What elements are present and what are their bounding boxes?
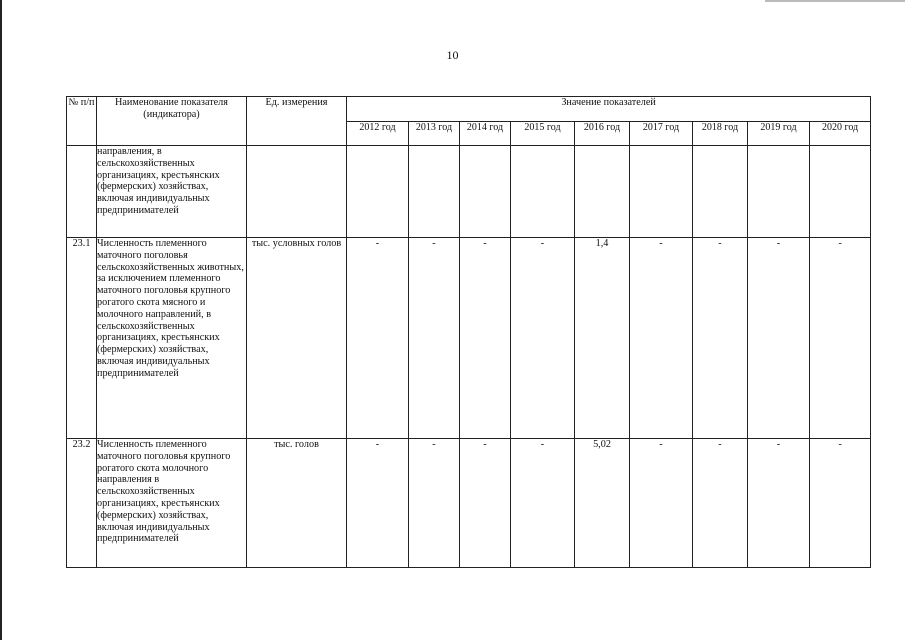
value-cell: - [511, 439, 575, 568]
header-year-2015: 2015 год [511, 122, 575, 146]
value-cell: 5,02 [575, 439, 630, 568]
header-year-2019: 2019 год [748, 122, 810, 146]
value-cell: - [460, 238, 511, 439]
header-year-2017: 2017 год [630, 122, 693, 146]
value-cell: - [693, 439, 748, 568]
row-num: 23.1 [67, 238, 97, 439]
value-cell: - [460, 439, 511, 568]
header-values: Значение показателей [347, 97, 871, 122]
table-row [67, 238, 871, 439]
value-cell [511, 146, 575, 238]
header-unit: Ед. измерения [247, 97, 347, 146]
value-cell: - [347, 439, 409, 568]
page-number: 10 [446, 48, 459, 62]
value-cell: - [810, 439, 871, 568]
scan-edge-left [0, 0, 2, 640]
value-cell: - [748, 238, 810, 439]
header-year-2016: 2016 год [575, 122, 630, 146]
row-unit: тыс. условных голов [247, 238, 347, 439]
header-num: № п/п [67, 97, 97, 146]
value-cell [810, 146, 871, 238]
header-year-2020: 2020 год [810, 122, 871, 146]
row-name: Численность племенного маточного поголовья крупного рогатого скота молочного направления в сельскохозяйственных организациях, крестьянских (фермерских) хозяйствах, включая индивидуальных предпринимателей [97, 439, 247, 568]
header-year-2012: 2012 год [347, 122, 409, 146]
value-cell: - [748, 439, 810, 568]
row-unit: тыс. голов [247, 439, 347, 568]
row-name: Численность племенного маточного поголовья сельскохозяйственных животных, за исключением племенного маточного поголовья крупного рогатого скота мясного и молочного направлений, в сельскохозяйственных организациях, крестьянских (фермерских) хозяйствах, включая индивидуальных предпринимателей [97, 238, 247, 439]
value-cell: - [630, 238, 693, 439]
row-num: 23.2 [67, 439, 97, 568]
header-year-2013: 2013 год [409, 122, 460, 146]
value-cell [748, 146, 810, 238]
value-cell [409, 146, 460, 238]
table-row [67, 146, 871, 238]
indicators-table [66, 96, 871, 568]
header-year-2018: 2018 год [693, 122, 748, 146]
header-name: Наименование показателя (индикатора) [97, 97, 247, 146]
value-cell: - [347, 238, 409, 439]
value-cell: 1,4 [575, 238, 630, 439]
value-cell: - [409, 439, 460, 568]
value-cell: - [693, 238, 748, 439]
value-cell: - [810, 238, 871, 439]
table-row [67, 439, 871, 568]
value-cell [630, 146, 693, 238]
value-cell [693, 146, 748, 238]
row-unit [247, 146, 347, 238]
value-cell [347, 146, 409, 238]
value-cell: - [630, 439, 693, 568]
scan-edge-top [765, 0, 905, 2]
value-cell: - [511, 238, 575, 439]
row-name: направления, в сельскохозяйственных организациях, крестьянских (фермерских) хозяйствах, включая индивидуальных предпринимателей [97, 146, 247, 238]
value-cell [460, 146, 511, 238]
row-num [67, 146, 97, 238]
value-cell: - [409, 238, 460, 439]
header-year-2014: 2014 год [460, 122, 511, 146]
value-cell [575, 146, 630, 238]
